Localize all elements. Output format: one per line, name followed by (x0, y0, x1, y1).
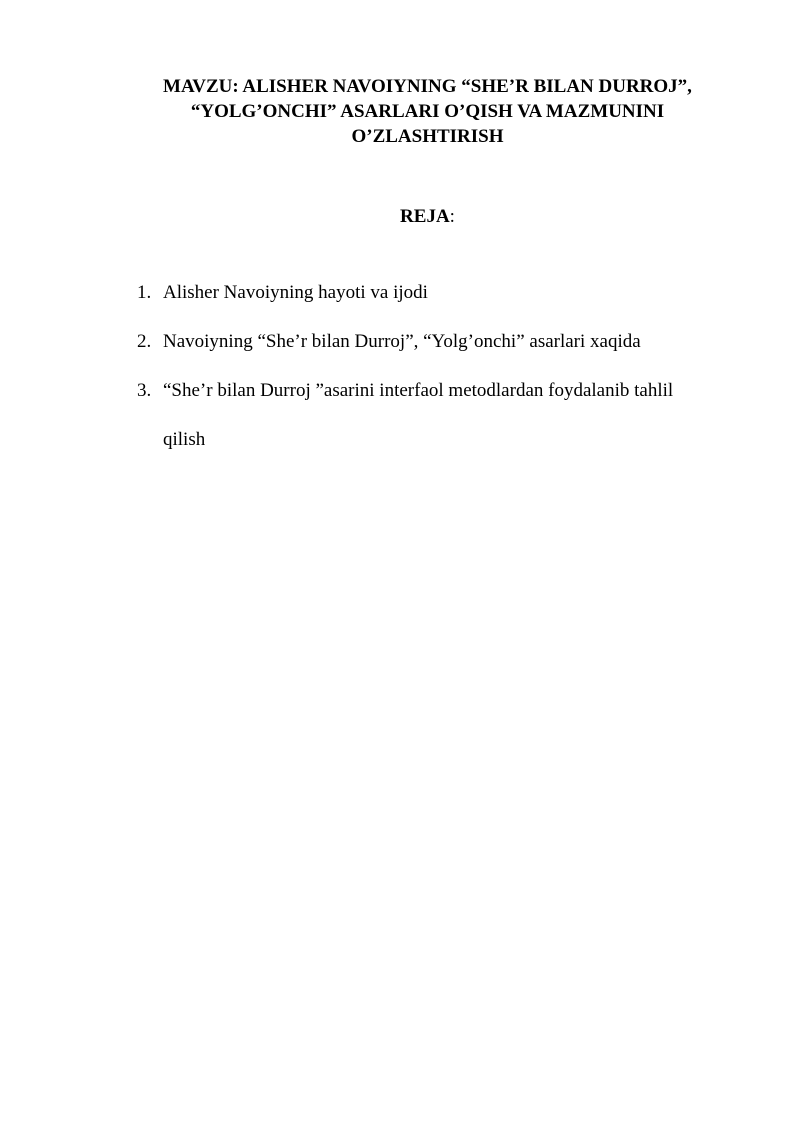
plan-heading (0, 205, 800, 229)
plan-heading-word: REJA (400, 206, 450, 227)
plan-item-text: Navoiyning “She’r bilan Durroj”, “Yolg’onchi” asarlari xaqida (163, 331, 641, 352)
plan-item-text: “She’r bilan Durroj ”asarini interfaol metodlardan foydalanib tahlil (163, 380, 674, 401)
plan-item-number: 1. (137, 282, 152, 303)
plan-item-text: Alisher Navoiyning hayoti va ijodi (163, 282, 428, 303)
title-line: MAVZU: ALISHER NAVOIYNING “SHE’R BILAN DURROJ”, (163, 76, 692, 97)
plan-item-number: 3. (137, 380, 152, 401)
plan-heading-colon: : (449, 206, 455, 227)
plan-item-number: 2. (137, 331, 152, 352)
title-line: O’ZLASHTIRISH (351, 126, 504, 147)
document-title (115, 74, 740, 149)
plan-item-text-continued: qilish (163, 429, 206, 450)
title-line: “YOLG’ONCHI” ASARLARI O’QISH VA MAZMUNINI (190, 101, 665, 122)
